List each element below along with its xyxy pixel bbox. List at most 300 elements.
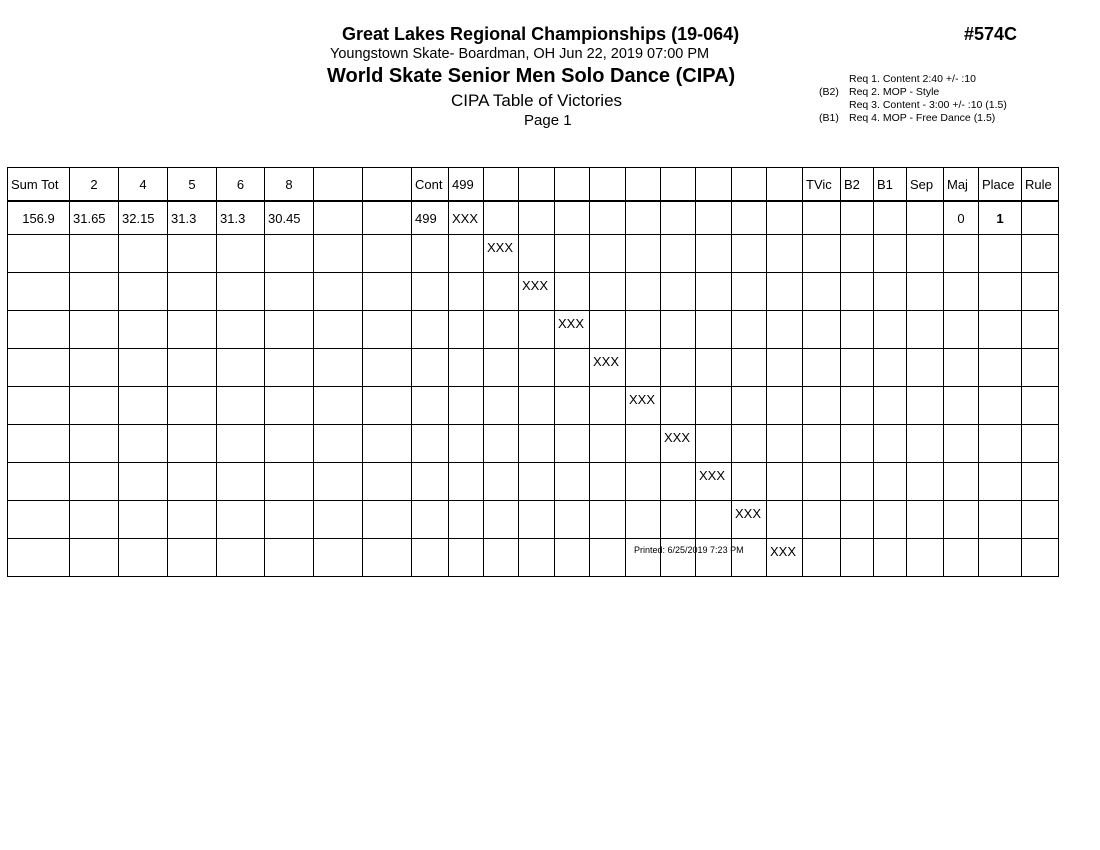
- data-cell: 31.3: [217, 201, 265, 235]
- data-cell: [803, 463, 841, 501]
- data-cell: [412, 273, 449, 311]
- data-cell: [449, 387, 484, 425]
- data-cell: [590, 311, 626, 349]
- header-cell: Sep: [907, 168, 944, 202]
- data-cell: [1022, 311, 1059, 349]
- data-cell: [590, 539, 626, 577]
- requirement-tag: (B1): [819, 112, 839, 124]
- data-cell: [1022, 463, 1059, 501]
- data-cell: [841, 273, 874, 311]
- data-cell: [412, 539, 449, 577]
- data-cell: [119, 387, 168, 425]
- data-cell: [168, 387, 217, 425]
- data-cell: [841, 501, 874, 539]
- header-cell: Rule: [1022, 168, 1059, 202]
- data-cell: [265, 235, 314, 273]
- event-code: #574C: [964, 24, 1018, 44]
- data-cell: [168, 501, 217, 539]
- data-cell: XXX: [696, 463, 732, 501]
- data-cell: [696, 201, 732, 235]
- data-cell: [449, 539, 484, 577]
- data-cell: [519, 201, 555, 235]
- data-cell: [1022, 273, 1059, 311]
- data-cell: [944, 273, 979, 311]
- data-cell: [265, 349, 314, 387]
- data-cell: [841, 235, 874, 273]
- data-cell: [767, 501, 803, 539]
- data-cell: [265, 463, 314, 501]
- data-cell: [874, 349, 907, 387]
- requirement-text: Req 3. Content - 3:00 +/- :10 (1.5): [849, 99, 1007, 111]
- data-cell: [803, 539, 841, 577]
- data-cell: [732, 349, 767, 387]
- data-cell: [979, 501, 1022, 539]
- data-cell: [70, 387, 119, 425]
- data-cell: 156.9: [8, 201, 70, 235]
- data-cell: [8, 539, 70, 577]
- data-cell: [412, 311, 449, 349]
- header-cell: [484, 168, 519, 202]
- data-cell: [314, 425, 363, 463]
- data-cell: [8, 501, 70, 539]
- data-cell: [767, 201, 803, 235]
- data-cell: [874, 463, 907, 501]
- data-cell: [265, 501, 314, 539]
- data-cell: [8, 349, 70, 387]
- data-cell: [767, 349, 803, 387]
- data-cell: [412, 425, 449, 463]
- data-cell: [944, 539, 979, 577]
- data-cell: [661, 349, 696, 387]
- data-cell: [363, 425, 412, 463]
- header-cell: [363, 168, 412, 202]
- header-cell: [519, 168, 555, 202]
- data-cell: [119, 349, 168, 387]
- data-cell: [944, 501, 979, 539]
- data-cell: [449, 311, 484, 349]
- data-cell: [944, 311, 979, 349]
- data-cell: [168, 349, 217, 387]
- data-cell: [1022, 387, 1059, 425]
- data-cell: [590, 387, 626, 425]
- table-row: [8, 387, 1059, 425]
- data-cell: [803, 311, 841, 349]
- data-cell: [449, 349, 484, 387]
- data-cell: [874, 387, 907, 425]
- data-cell: [168, 463, 217, 501]
- data-cell: [979, 235, 1022, 273]
- data-cell: [119, 425, 168, 463]
- data-cell: [70, 349, 119, 387]
- data-cell: [314, 349, 363, 387]
- data-cell: [626, 349, 661, 387]
- header-cell: Place: [979, 168, 1022, 202]
- data-cell: [696, 425, 732, 463]
- header-cell: [555, 168, 590, 202]
- table-row: [8, 463, 1059, 501]
- data-cell: [590, 501, 626, 539]
- data-cell: [874, 273, 907, 311]
- data-cell: [907, 387, 944, 425]
- data-cell: [70, 311, 119, 349]
- data-cell: XXX: [484, 235, 519, 273]
- data-cell: 0: [944, 201, 979, 235]
- data-cell: [626, 501, 661, 539]
- table-row: [8, 539, 1059, 577]
- data-cell: [217, 349, 265, 387]
- data-cell: [732, 201, 767, 235]
- data-cell: [314, 273, 363, 311]
- data-cell: [767, 387, 803, 425]
- data-cell: [626, 235, 661, 273]
- data-cell: [519, 235, 555, 273]
- data-cell: [626, 311, 661, 349]
- printed-timestamp: Printed: 6/25/2019 7:23 PM: [634, 545, 744, 555]
- data-cell: [732, 463, 767, 501]
- data-cell: [519, 349, 555, 387]
- data-cell: [696, 273, 732, 311]
- data-cell: [626, 463, 661, 501]
- data-cell: [484, 311, 519, 349]
- data-cell: [874, 501, 907, 539]
- data-cell: [519, 387, 555, 425]
- data-cell: [119, 501, 168, 539]
- data-cell: [449, 235, 484, 273]
- data-cell: [944, 387, 979, 425]
- data-cell: [314, 311, 363, 349]
- data-cell: [217, 501, 265, 539]
- data-cell: [519, 463, 555, 501]
- diagonal-rows: [8, 235, 1059, 577]
- data-cell: 1: [979, 201, 1022, 235]
- data-cell: [70, 463, 119, 501]
- header-cell: 6: [217, 168, 265, 202]
- data-cell: [363, 311, 412, 349]
- header-cell: TVic: [803, 168, 841, 202]
- data-cell: [944, 349, 979, 387]
- data-cell: [484, 387, 519, 425]
- data-cell: [484, 539, 519, 577]
- header-cell: B2: [841, 168, 874, 202]
- data-cell: [555, 387, 590, 425]
- data-cell: [363, 539, 412, 577]
- data-cell: [874, 235, 907, 273]
- data-cell: [314, 201, 363, 235]
- data-cell: [661, 235, 696, 273]
- data-cell: [412, 501, 449, 539]
- requirement-tag: [819, 73, 849, 86]
- data-cell: [979, 311, 1022, 349]
- data-cell: [661, 273, 696, 311]
- data-cell: [841, 201, 874, 235]
- data-cell: [907, 273, 944, 311]
- data-cell: [767, 425, 803, 463]
- table-row: [8, 501, 1059, 539]
- data-cell: [907, 501, 944, 539]
- requirements-list: [819, 73, 1007, 125]
- data-cell: [265, 425, 314, 463]
- requirement-item: [819, 112, 1007, 125]
- data-cell: [484, 273, 519, 311]
- data-cell: [907, 539, 944, 577]
- data-cell: XXX: [626, 387, 661, 425]
- data-cell: [168, 539, 217, 577]
- data-cell: [626, 201, 661, 235]
- data-cell: [803, 349, 841, 387]
- data-cell: [874, 425, 907, 463]
- data-cell: XXX: [767, 539, 803, 577]
- header-cell: Cont: [412, 168, 449, 202]
- data-cell: [8, 425, 70, 463]
- data-cell: [767, 311, 803, 349]
- header-cell: [732, 168, 767, 202]
- header-cell: 499: [449, 168, 484, 202]
- header-cell: [590, 168, 626, 202]
- data-cell: [265, 273, 314, 311]
- data-cell: [1022, 201, 1059, 235]
- table-row: [8, 425, 1059, 463]
- data-cell: [314, 387, 363, 425]
- data-cell: [314, 539, 363, 577]
- data-cell: [907, 201, 944, 235]
- data-cell: [841, 463, 874, 501]
- data-cell: [661, 201, 696, 235]
- data-cell: [314, 235, 363, 273]
- data-cell: [8, 387, 70, 425]
- requirement-item: [819, 73, 1007, 86]
- header-cell: [626, 168, 661, 202]
- data-cell: [841, 311, 874, 349]
- data-cell: [265, 387, 314, 425]
- data-cell: [732, 235, 767, 273]
- data-cell: [590, 273, 626, 311]
- data-cell: [590, 201, 626, 235]
- competition-title: Great Lakes Regional Championships (19-064): [342, 24, 740, 44]
- data-cell: [363, 235, 412, 273]
- data-cell: [484, 425, 519, 463]
- data-cell: [944, 235, 979, 273]
- data-cell: [449, 501, 484, 539]
- data-cell: [841, 387, 874, 425]
- data-cell: [661, 501, 696, 539]
- data-cell: [363, 463, 412, 501]
- data-cell: [484, 463, 519, 501]
- data-cell: [803, 425, 841, 463]
- data-cell: [590, 235, 626, 273]
- data-cell: [8, 273, 70, 311]
- data-cell: [217, 463, 265, 501]
- header-cell: Maj: [944, 168, 979, 202]
- data-cell: [696, 387, 732, 425]
- data-cell: [555, 463, 590, 501]
- data-cell: XXX: [519, 273, 555, 311]
- data-cell: [412, 463, 449, 501]
- data-cell: [1022, 235, 1059, 273]
- data-cell: [363, 501, 412, 539]
- data-cell: [70, 501, 119, 539]
- header-cell: 4: [119, 168, 168, 202]
- data-cell: [696, 311, 732, 349]
- data-cell: [217, 273, 265, 311]
- data-cell: [874, 539, 907, 577]
- requirement-tag: (B2): [819, 86, 839, 98]
- data-cell: [519, 501, 555, 539]
- data-cell: [168, 425, 217, 463]
- data-cell: [732, 425, 767, 463]
- data-cell: 30.45: [265, 201, 314, 235]
- data-cell: [1022, 501, 1059, 539]
- header-cell: 5: [168, 168, 217, 202]
- event-name: World Skate Senior Men Solo Dance (CIPA): [327, 65, 736, 87]
- data-cell: [626, 425, 661, 463]
- data-cell: [412, 387, 449, 425]
- requirement-text: Req 1. Content 2:40 +/- :10: [849, 73, 976, 85]
- data-cell: [449, 425, 484, 463]
- data-cell: [661, 463, 696, 501]
- data-cell: XXX: [590, 349, 626, 387]
- data-cell: [1022, 425, 1059, 463]
- requirement-item: [819, 99, 1007, 112]
- data-cell: [168, 235, 217, 273]
- data-cell: [8, 311, 70, 349]
- data-cell: [119, 273, 168, 311]
- requirement-text: Req 2. MOP - Style: [849, 86, 940, 98]
- data-cell: [803, 501, 841, 539]
- data-cell: [1022, 349, 1059, 387]
- data-cell: [696, 349, 732, 387]
- data-cell: [732, 311, 767, 349]
- data-cell: [661, 387, 696, 425]
- data-cell: [363, 387, 412, 425]
- data-cell: [265, 311, 314, 349]
- data-cell: [70, 425, 119, 463]
- data-cell: [555, 273, 590, 311]
- table-row: [8, 273, 1059, 311]
- data-cell: [449, 463, 484, 501]
- data-cell: [555, 201, 590, 235]
- header-cell: [696, 168, 732, 202]
- data-cell: [803, 235, 841, 273]
- data-cell: [314, 501, 363, 539]
- data-cell: [363, 273, 412, 311]
- data-cell: [519, 425, 555, 463]
- data-cell: [217, 539, 265, 577]
- data-cell: [70, 539, 119, 577]
- data-cell: [412, 235, 449, 273]
- data-cell: [217, 387, 265, 425]
- header-cell: 8: [265, 168, 314, 202]
- data-cell: [661, 311, 696, 349]
- data-cell: [979, 425, 1022, 463]
- data-cell: [841, 539, 874, 577]
- data-cell: [119, 235, 168, 273]
- data-cell: 31.3: [168, 201, 217, 235]
- header-cell: [314, 168, 363, 202]
- data-cell: [484, 349, 519, 387]
- table-row: [8, 201, 1059, 235]
- data-cell: [767, 273, 803, 311]
- data-cell: [803, 387, 841, 425]
- data-cell: [944, 463, 979, 501]
- data-cell: [314, 463, 363, 501]
- data-cell: [217, 235, 265, 273]
- data-cell: XXX: [449, 201, 484, 235]
- requirement-text: Req 4. MOP - Free Dance (1.5): [849, 112, 996, 124]
- data-cell: [841, 349, 874, 387]
- table-row: [8, 235, 1059, 273]
- data-cell: [907, 311, 944, 349]
- data-cell: XXX: [661, 425, 696, 463]
- data-cell: [979, 349, 1022, 387]
- data-cell: [484, 501, 519, 539]
- data-cell: [803, 201, 841, 235]
- data-cell: [555, 425, 590, 463]
- data-cell: [363, 201, 412, 235]
- data-cell: [555, 235, 590, 273]
- data-cell: XXX: [555, 311, 590, 349]
- table-header-row: [8, 168, 1059, 202]
- data-cell: [841, 425, 874, 463]
- data-cell: [555, 349, 590, 387]
- data-cell: [168, 273, 217, 311]
- data-cell: [555, 539, 590, 577]
- data-cell: [803, 273, 841, 311]
- data-cell: [70, 235, 119, 273]
- data-cell: [119, 463, 168, 501]
- data-cell: [696, 501, 732, 539]
- data-cell: [907, 235, 944, 273]
- data-cell: [590, 425, 626, 463]
- header-cell: Sum Tot: [8, 168, 70, 202]
- data-cell: [519, 539, 555, 577]
- data-cell: [907, 349, 944, 387]
- data-cell: [555, 501, 590, 539]
- table-row: [8, 311, 1059, 349]
- data-cell: [732, 387, 767, 425]
- data-cell: [590, 463, 626, 501]
- data-cell: [696, 235, 732, 273]
- data-cell: [449, 273, 484, 311]
- data-cell: [168, 311, 217, 349]
- data-cell: [484, 201, 519, 235]
- report-title: CIPA Table of Victories: [451, 91, 623, 110]
- data-cell: 499: [412, 201, 449, 235]
- data-cell: [412, 349, 449, 387]
- data-cell: [979, 463, 1022, 501]
- victories-table: [7, 167, 1059, 577]
- data-cell: [265, 539, 314, 577]
- data-cell: [1022, 539, 1059, 577]
- requirement-tag: [819, 99, 849, 112]
- data-cell: [874, 311, 907, 349]
- header-cell: 2: [70, 168, 119, 202]
- data-cell: [944, 425, 979, 463]
- header-cell: [767, 168, 803, 202]
- venue-date: Youngstown Skate- Boardman, OH Jun 22, 2019 07:00 PM: [330, 46, 710, 62]
- data-cell: [767, 235, 803, 273]
- data-cell: [907, 463, 944, 501]
- table-row: [8, 349, 1059, 387]
- data-cell: [626, 273, 661, 311]
- requirement-item: [819, 86, 1007, 99]
- data-cell: [907, 425, 944, 463]
- data-cell: [979, 387, 1022, 425]
- page-number: Page 1: [524, 112, 572, 129]
- data-cell: XXX: [732, 501, 767, 539]
- data-cell: [979, 539, 1022, 577]
- data-cell: [767, 463, 803, 501]
- data-cell: [217, 311, 265, 349]
